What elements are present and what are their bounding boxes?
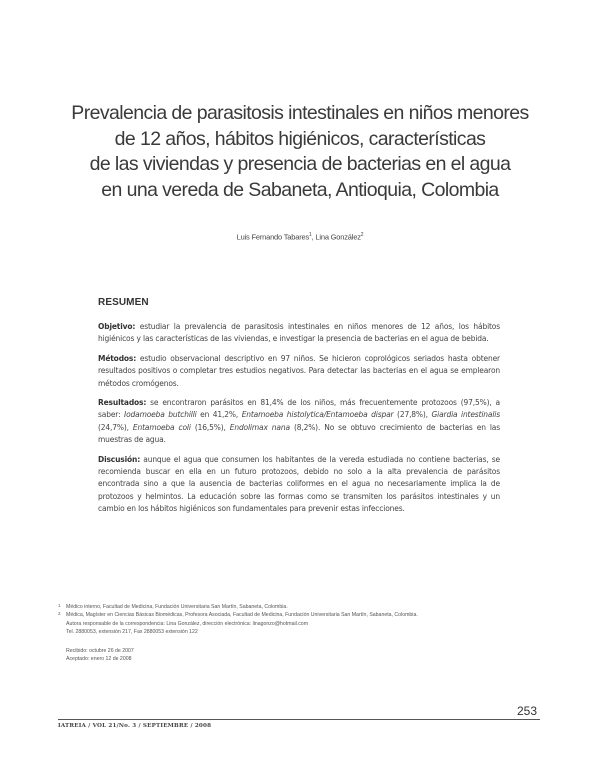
footnote-text: Médica, Magíster en Ciencias Básicas Biomédicas, Profesora Asociada, Facultad de Medicina, Fundación Universitaria San Martín, Sabaneta, Colombia. bbox=[66, 612, 418, 619]
resultados-text: (16,5%), bbox=[190, 422, 230, 432]
footnote-mark: 2 bbox=[58, 611, 61, 617]
title-line: de 12 años, hábitos higiénicos, características bbox=[114, 127, 486, 150]
author-list bbox=[0, 232, 600, 242]
metodos-text: estudio observacional descriptivo en 97 niños. Se hicieron coprológicos seriados hasta obtener resultados positivos o completar tres estudios negativos. Para detectar las bacterias en el agua se emplearon métodos cromógenos. bbox=[98, 353, 500, 388]
abstract-objetivo bbox=[98, 321, 500, 346]
species-name: Giardia intestinalis bbox=[431, 410, 500, 420]
abstract-body bbox=[98, 321, 500, 523]
accepted-date: Aceptado: enero 12 de 2008 bbox=[66, 656, 132, 663]
species-name: Endolimax nana bbox=[229, 422, 290, 432]
author-name: Luis Fernando Tabares bbox=[236, 232, 310, 242]
page-number: 253 bbox=[516, 704, 537, 718]
abstract-metodos bbox=[98, 353, 500, 390]
objetivo-label: Objetivo: bbox=[98, 322, 136, 331]
journal-footer: IATREIA / VOL 21/No. 3 / SEPTIEMBRE / 2008 bbox=[58, 723, 212, 729]
received-date: Recibido: octubre 26 de 2007 bbox=[66, 647, 134, 654]
resultados-label: Resultados: bbox=[98, 398, 147, 408]
discusion-text: aunque el agua que consumen los habitantes de la vereda estudiada no contiene bacterias, se recomienda buscar en ella en un futuro protozoos, debido no solo a la alta prevalencia de parásitos encontrada sino a que la ausencia de bacterias coliformes en el agua no necesariamente implica la de protozoos y helmintos. La educación sobre las formas como se transmiten los parásitos intestinales y un cambio en los hábitos higiénicos son fundamentales para prevenir estas infecciones. bbox=[98, 454, 500, 514]
abstract-resultados bbox=[98, 397, 500, 447]
abstract-discusion bbox=[98, 454, 500, 516]
author-name: Lina González bbox=[315, 232, 361, 242]
resultados-text: se encontraron parásitos en 81,4% de los niños, más frecuentemente protozoos (97,5%), a saber: bbox=[98, 398, 500, 420]
author-affiliation-mark: 1 bbox=[309, 232, 312, 238]
footnote-2 bbox=[58, 611, 528, 619]
metodos-label: Métodos: bbox=[98, 353, 137, 363]
resultados-text: (24,7%), bbox=[98, 422, 133, 432]
correspondence-line: Autora responsable de la correspondencia: Lina González, dirección electrónica: linagonzo@hotmail.com bbox=[66, 620, 309, 627]
footnotes bbox=[58, 603, 528, 663]
species-name: Entamoeba histolytica/Entamoeba dispar bbox=[241, 410, 394, 420]
objetivo-text: estudiar la prevalencia de parasitosis intestinales en niños menores de 12 años, los hábitos higiénicos y las características de las viviendas, e investigar la presencia de bacterias en el agua de bebida. bbox=[98, 322, 500, 344]
species-name: Iodamoeba butchilli bbox=[124, 410, 197, 420]
phone-line: Tel. 2880053, extensión 217, Fax 2880053 extensión 122 bbox=[66, 629, 198, 636]
footnote-text: Médico interno, Facultad de Medicina, Fundación Universitaria San Martín, Sabaneta, Colombia. bbox=[66, 604, 288, 610]
article-title bbox=[60, 101, 540, 203]
footnote-mark: 1 bbox=[58, 603, 61, 608]
abstract-heading: RESUMEN bbox=[98, 297, 149, 308]
resultados-text: (27,8%), bbox=[393, 410, 432, 420]
resultados-text: (8,2%). No se obtuvo crecimiento de bacterias en las muestras de agua. bbox=[98, 422, 500, 445]
author-separator: , bbox=[311, 232, 316, 242]
species-name: Entamoeba coli bbox=[132, 422, 191, 432]
title-line: Prevalencia de parasitosis intestinales en niños menores bbox=[71, 102, 529, 124]
title-line: de las viviendas y presencia de bacterias en el agua bbox=[89, 153, 511, 175]
footnote-1 bbox=[58, 603, 528, 611]
title-line: en una vereda de Sabaneta, Antioquia, Colombia bbox=[101, 178, 499, 201]
discusion-label: Discusión: bbox=[98, 454, 141, 464]
author-affiliation-mark: 2 bbox=[360, 232, 364, 238]
resultados-text: en 41,2%, bbox=[196, 410, 242, 420]
dates bbox=[58, 647, 528, 664]
footer-divider bbox=[58, 719, 540, 720]
